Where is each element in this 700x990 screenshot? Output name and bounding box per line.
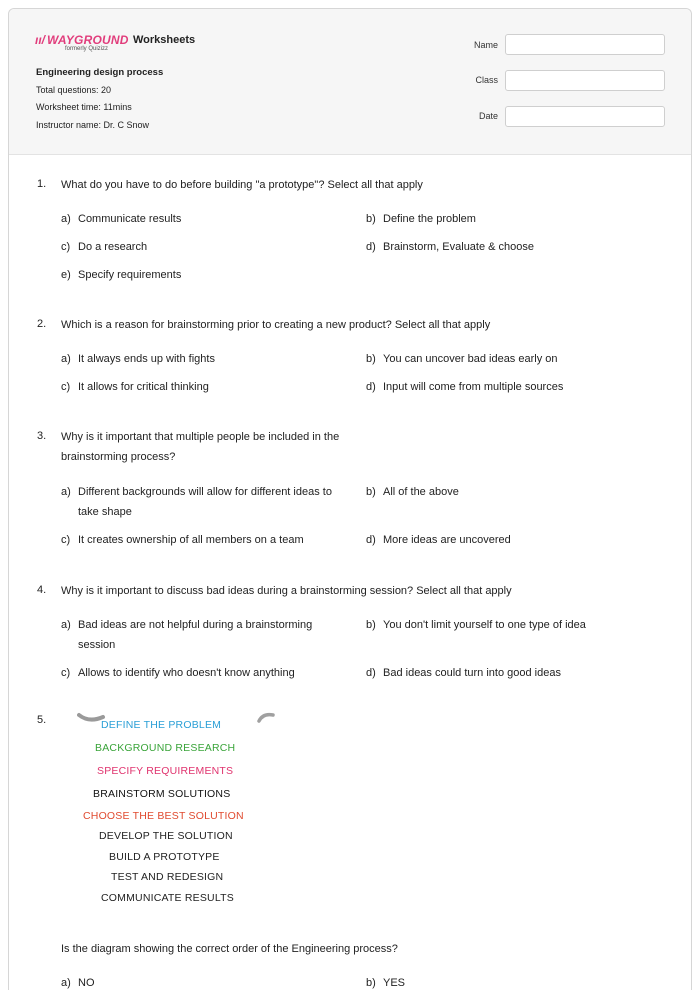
question-text: Which is a reason for brainstorming prior to creating a new product? Select all that apply [61,319,491,331]
diagram-step-8 [111,871,223,883]
option-letter: a) [61,977,71,989]
diagram-step-4 [93,788,230,800]
option-a[interactable] [61,482,361,522]
option-text: It creates ownership of all members on a team [78,534,304,546]
option-text: You don't limit yourself to one type of idea [383,619,586,631]
option-text: YES [383,977,406,989]
option-text: NO [78,977,95,989]
option-text: All of the above [383,486,459,498]
option-letter: b) [366,353,376,365]
option-letter: d) [366,381,376,393]
option-text: Input will come from multiple sources [383,381,564,393]
diagram-step-text: TEST AND REDESIGN [111,871,224,883]
diagram-step-3 [97,765,233,777]
option-b[interactable] [366,973,405,990]
diagram-step-7 [109,851,220,863]
date-field[interactable] [505,106,665,127]
question-text: What do you have to do before building "a prototype"? Select all that apply [61,179,423,191]
option-text: More ideas are uncovered [383,534,511,546]
option-a[interactable] [61,349,215,369]
name-field[interactable] [505,34,665,55]
option-letter: c) [61,241,71,253]
option-e[interactable] [61,265,181,285]
option-c[interactable] [61,237,147,257]
option-letter: c) [61,534,71,546]
diagram-step-5 [83,810,244,822]
option-letter: b) [366,486,376,498]
worksheet-sheet [8,8,692,990]
option-text: Bad ideas could turn into good ideas [383,667,561,679]
option-text-line-2: take shape [78,506,132,518]
question-number: 5. [37,714,47,726]
option-letter: b) [366,619,376,631]
worksheet-time: Worksheet time: 11mins [36,102,132,112]
diagram-step-text: CHOOSE THE BEST SOLUTION [83,810,244,822]
option-d[interactable] [366,530,511,550]
option-text-line-1: Different backgrounds will allow for different ideas to [78,486,332,498]
question-number: 4. [37,584,47,596]
logo-bars-icon: ıı/ [35,33,46,47]
diagram-step-text: BUILD A PROTOTYPE [109,851,220,863]
option-letter: b) [366,213,376,225]
option-a[interactable] [61,209,181,229]
option-b[interactable] [366,482,459,502]
diagram-step-2 [95,742,235,754]
question-text: Why is it important to discuss bad ideas during a brainstorming session? Select all that apply [61,585,512,597]
diagram-step-text: BACKGROUND RESEARCH [95,742,236,754]
option-d[interactable] [366,663,561,683]
option-text: Define the problem [383,213,476,225]
option-text-line-1: Bad ideas are not helpful during a brainstorming [78,619,313,631]
option-a[interactable] [61,973,95,990]
option-d[interactable] [366,377,563,397]
option-letter: e) [61,269,71,281]
diagram-step-text: COMMUNICATE RESULTS [101,892,234,904]
option-d[interactable] [366,237,534,257]
class-field[interactable] [505,70,665,91]
class-label: Class [475,75,498,85]
option-b[interactable] [366,209,476,229]
logo-subtitle: formerly Quizizz [65,46,109,52]
brand-logo [35,31,129,52]
option-letter: d) [366,241,376,253]
diagram-step-text: DEVELOP THE SOLUTION [99,830,233,842]
diagram-step-text: BRAINSTORM SOLUTIONS [93,788,231,800]
name-label: Name [473,40,498,50]
product-title: Worksheets [133,34,196,46]
option-c[interactable] [61,377,209,397]
option-text: Brainstorm, Evaluate & choose [383,241,535,253]
option-letter: c) [61,667,71,679]
question-text-line-2: brainstorming process? [61,451,176,463]
diagram-step-text: SPECIFY REQUIREMENTS [97,765,234,777]
date-label: Date [478,111,498,121]
option-a[interactable] [61,615,361,655]
question-number: 1. [37,178,47,190]
option-text: Communicate results [78,213,182,225]
diagram-step-9 [101,892,234,904]
option-text: You can uncover bad ideas early on [383,353,558,365]
option-letter: a) [61,353,71,365]
question-number: 2. [37,318,47,330]
option-letter: d) [366,534,376,546]
option-letter: a) [61,619,71,631]
option-c[interactable] [61,663,295,683]
total-questions: Total questions: 20 [36,85,112,95]
option-text: Allows to identify who doesn't know anything [78,667,295,679]
option-text: It always ends up with fights [78,353,215,365]
option-text: It allows for critical thinking [78,381,209,393]
diagram-step-text: DEFINE THE PROBLEM [101,719,222,731]
option-letter: a) [61,486,71,498]
engineering-process-diagram [69,709,289,929]
option-c[interactable] [61,530,304,550]
question-number: 3. [37,430,47,442]
diagram-step-6 [99,830,233,842]
option-letter: b) [366,977,376,989]
instructor-name: Instructor name: Dr. C Snow [36,120,150,130]
question-text: Is the diagram showing the correct order of the Engineering process? [61,943,398,955]
brush-stroke-icon [255,711,277,725]
option-letter: d) [366,667,376,679]
question-text-line-1: Why is it important that multiple people be included in the [61,431,340,443]
logo-wordmark: WAYGROUND [47,33,129,47]
worksheet-title: Engineering design process [36,67,164,78]
option-letter: a) [61,213,71,225]
option-text: Specify requirements [78,269,182,281]
option-text-line-2: session [78,639,116,651]
worksheet-header [9,9,691,155]
option-letter: c) [61,381,71,393]
option-b[interactable] [366,615,586,635]
option-text: Do a research [78,241,148,253]
diagram-step-1 [101,719,221,731]
option-b[interactable] [366,349,558,369]
